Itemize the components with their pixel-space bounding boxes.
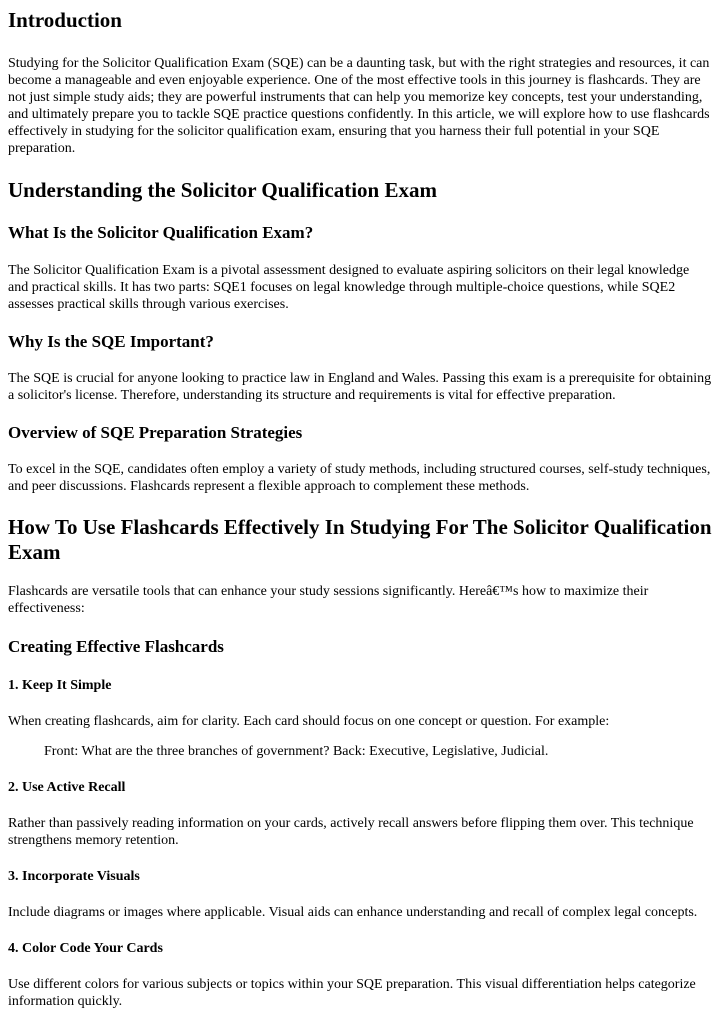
color-code-heading: 4. Color Code Your Cards: [8, 941, 163, 956]
overview-paragraph: To excel in the SQE, candidates often employ a variety of study methods, including structured courses, self-study techniques, and peer discussions. Flashcards represent a flexible approach to complement these methods.: [8, 462, 711, 494]
overview-heading: Overview of SQE Preparation Strategies: [8, 423, 303, 442]
active-recall-paragraph: Rather than passively reading information on your cards, actively recall answers before flipping them over. This technique strengthens memory retention.: [8, 816, 694, 848]
visuals-paragraph: Include diagrams or images where applicable. Visual aids can enhance understanding and recall of complex legal concepts.: [8, 905, 698, 920]
keep-simple-heading: 1. Keep It Simple: [8, 678, 112, 693]
intro-paragraph: Studying for the Solicitor Qualification Exam (SQE) can be a daunting task, but with the right strategies and resources, it can become a manageable and even enjoyable experience. One of the most effective tools in this journey is flashcards. They are not just simple study aids; they are powerful instruments that can help you memorize key concepts, test your understanding, and ultimately prepare you to tackle SQE practice questions confidently. In this article, we will explore how to use flashcards effectively in studying for the solicitor qualification exam, ensuring that you harness their full potential in your SQE preparation.: [8, 56, 710, 156]
what-heading: What Is the Solicitor Qualification Exam?: [8, 223, 314, 242]
creating-heading: Creating Effective Flashcards: [8, 637, 224, 656]
understanding-title: Understanding the Solicitor Qualification Exam: [8, 178, 437, 202]
article: [0, 8, 720, 1010]
why-heading: Why Is the SQE Important?: [8, 332, 214, 351]
how-paragraph: Flashcards are versatile tools that can enhance your study sessions significantly. Hereâ€™s how to maximize their effectiveness:: [8, 584, 649, 616]
active-recall-heading: 2. Use Active Recall: [8, 780, 126, 795]
why-paragraph: The SQE is crucial for anyone looking to practice law in England and Wales. Passing this exam is a prerequisite for obtaining a solicitor's license. Therefore, understanding its structure and requirements is vital for effective preparation.: [8, 371, 712, 403]
color-code-paragraph: Use different colors for various subjects or topics within your SQE preparation. This visual differentiation helps categorize information quickly.: [8, 977, 696, 1009]
keep-simple-paragraph: When creating flashcards, aim for clarity. Each card should focus on one concept or question. For example:: [8, 714, 610, 729]
intro-title: Introduction: [8, 8, 122, 32]
how-title: How To Use Flashcards Effectively In Studying For The Solicitor Qualification Exam: [8, 515, 712, 564]
flashcard-example-quote: Front: What are the three branches of government? Back: Executive, Legislative, Judicial.: [44, 744, 549, 759]
what-paragraph: The Solicitor Qualification Exam is a pivotal assessment designed to evaluate aspiring solicitors on their legal knowledge and practical skills. It has two parts: SQE1 focuses on legal knowledge through multiple-choice questions, while SQE2 assesses practical skills through various exercises.: [8, 263, 690, 312]
visuals-heading: 3. Incorporate Visuals: [8, 869, 140, 884]
